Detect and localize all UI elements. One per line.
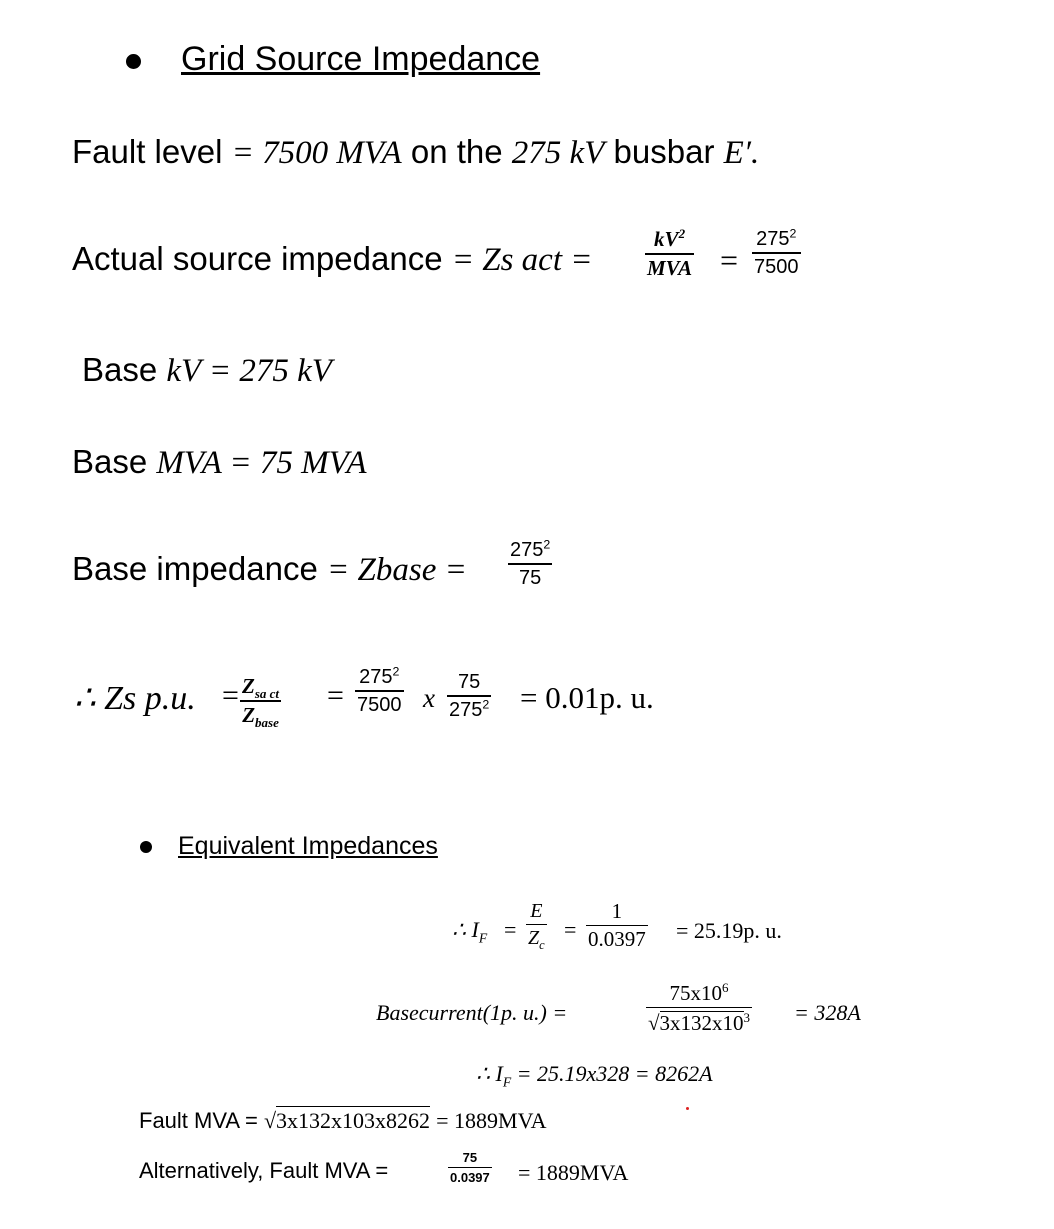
exponent: 2 (678, 226, 686, 241)
fraction-bar (448, 1167, 492, 1168)
bullet-icon (126, 54, 141, 69)
fraction-numerator: 75 (462, 1150, 478, 1165)
alt-fault-mva-result: = 1889MVA (518, 1160, 629, 1185)
sqrt-icon: √ (263, 1108, 277, 1133)
base-mva-line (72, 443, 367, 482)
fraction-75e6-over-sqrt3 (646, 980, 752, 1035)
fraction-denominator: 7500 (754, 256, 799, 278)
fraction-denominator: 7500 (357, 694, 402, 716)
equals-sign: = (564, 917, 577, 942)
fraction-denominator: 0.0397 (588, 927, 646, 951)
base-kv-label: Base (82, 351, 158, 388)
fraction-e-over-zc (526, 900, 547, 952)
base-mva-label: Base (72, 443, 148, 480)
if-amps-lhs: ∴ I (476, 1061, 503, 1086)
fraction-numerator: 275 (756, 228, 790, 250)
base-mva-value: MVA = 75 MVA (156, 445, 367, 481)
red-dot-mark (686, 1107, 689, 1110)
if-lhs (452, 917, 488, 946)
fault-level-kv: 275 kV (511, 135, 605, 171)
fraction-275sq-over-75 (508, 537, 552, 589)
fraction-bar (508, 563, 552, 565)
fraction-zsact-over-zbase (240, 674, 281, 731)
fault-level-busbar: busbar (613, 133, 715, 170)
fraction-numerator: 1 (611, 899, 623, 923)
fraction-kv2-over-mva (645, 226, 694, 280)
fault-mva-expr: 3x132x103x8262 (276, 1108, 431, 1133)
section-heading-grid-source-impedance: Grid Source Impedance (181, 40, 541, 78)
base-kv-line (82, 351, 332, 390)
fraction-denominator: MVA (647, 256, 693, 280)
if-result: = 25.19p. u. (676, 918, 782, 943)
fault-level-value: = 7500 MVA (231, 135, 402, 171)
fault-level-label: Fault level (72, 133, 223, 170)
subscript: base (255, 715, 279, 731)
fraction-bar (526, 924, 547, 925)
equals-sign: = (504, 917, 517, 942)
if-amps-rest: = 25.19x328 = 8262A (516, 1061, 713, 1086)
base-impedance-label: Base impedance (72, 550, 318, 587)
exponent: 3 (743, 1010, 751, 1025)
fraction-bar (586, 925, 648, 926)
exponent: 2 (789, 226, 797, 241)
fraction-numerator: 275 (359, 666, 393, 688)
base-current-result: = 328A (794, 1000, 861, 1025)
fraction-1-over-0.0397 (586, 901, 648, 950)
fraction-bar (645, 253, 694, 255)
equals-sign: = (222, 679, 239, 712)
fraction-numerator: 75x10 (669, 981, 723, 1005)
fault-level-line (72, 133, 759, 172)
section-heading-equivalent-impedances: Equivalent Impedances (178, 832, 438, 860)
exponent: 6 (722, 980, 729, 995)
base-kv-value: kV = 275 kV (166, 353, 332, 389)
fraction-denominator: Z (528, 927, 540, 949)
base-current-lhs: Basecurrent(1p. u.) = (376, 1000, 568, 1025)
fraction-denominator: Z (242, 703, 256, 727)
fraction-75-over-275sq (447, 672, 491, 720)
actual-source-impedance-line (72, 240, 593, 279)
fraction-numerator: kV (654, 227, 679, 251)
fraction-denominator: 75 (519, 567, 542, 589)
fraction-bar (355, 690, 404, 692)
subscript: F (478, 930, 488, 946)
fault-mva-line (139, 1106, 547, 1134)
fraction-bar (646, 1007, 752, 1008)
fraction-numerator: E (530, 900, 543, 922)
fraction-numerator: Z (242, 674, 255, 698)
sqrt-icon: √ (648, 1011, 660, 1035)
fault-mva-label: Fault MVA = (139, 1108, 258, 1133)
fraction-bar (240, 700, 281, 702)
fault-mva-result: = 1889MVA (436, 1108, 547, 1133)
fault-level-on-the: on the (410, 133, 503, 170)
zs-pu-lhs: ∴ Zs p.u. (74, 680, 196, 717)
alt-fault-mva-label: Alternatively, Fault MVA = (139, 1158, 389, 1183)
subscript: sa ct (254, 686, 280, 702)
if-amps-line (476, 1061, 713, 1090)
subscript: c (539, 938, 545, 952)
actual-source-label: Actual source impedance (72, 240, 443, 277)
base-impedance-eq: = Zbase = (327, 552, 467, 588)
exponent: 2 (482, 697, 490, 712)
fraction-denominator: 3x132x10 (659, 1011, 744, 1035)
exponent: 2 (543, 537, 551, 552)
fraction-numerator: 275 (510, 539, 544, 561)
subscript: F (502, 1074, 512, 1090)
if-lhs-text: ∴ I (452, 917, 479, 942)
equals-sign: = (327, 679, 344, 712)
fraction-denominator: 275 (449, 699, 483, 721)
bullet-icon (140, 841, 152, 853)
actual-source-eq: = Zs act = (451, 242, 593, 278)
fraction-75-over-0.0397 (448, 1151, 492, 1184)
fraction-denominator: 0.0397 (450, 1170, 490, 1185)
fault-level-e: E′. (723, 135, 760, 171)
zs-pu-result: = 0.01p. u. (520, 680, 654, 715)
fraction-numerator: 75 (458, 671, 481, 693)
times-sign: x (423, 683, 435, 713)
fraction-275sq-over-7500 (355, 664, 404, 716)
equals-sign: = (720, 242, 739, 278)
exponent: 2 (392, 664, 400, 679)
fraction-275sq-over-7500 (752, 226, 801, 278)
base-impedance-line (72, 550, 467, 589)
fraction-bar (752, 252, 801, 254)
